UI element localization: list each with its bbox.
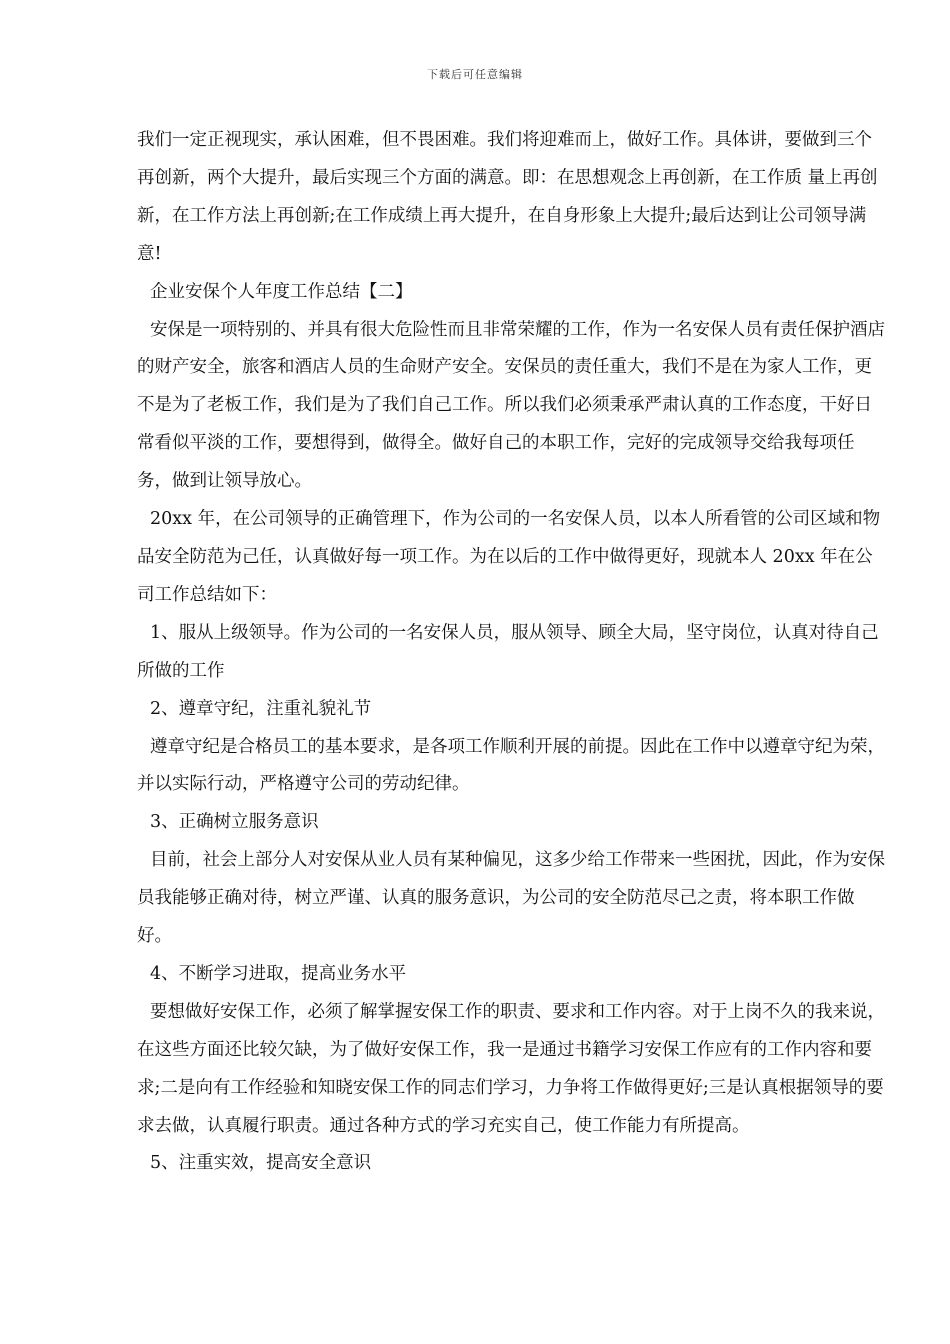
page-header: 下载后可任意编辑 <box>427 68 523 81</box>
item-1: 1、服从上级领导。作为公司的一名安保人员，服从领导、顾全大局，坚守岗位，认真对待自己所做的工作 <box>137 622 879 681</box>
item-3-heading: 3、正确树立服务意识 <box>150 812 319 833</box>
item-5-heading: 5、注重实效，提高安全意识 <box>150 1153 372 1174</box>
item-4-heading: 4、不断学习进取，提高业务水平 <box>150 963 407 984</box>
paragraph-continuation: 我们一定正视现实，承认困难，但不畏困难。我们将迎难而上，做好工作。具体讲，要做到三个再创新，两个大提升，最后实现三个方面的满意。即：在思想观念上再创新，在工作质 量上再创新，在工作方法上再创新;在工作成绩上再大提升，在自身形象上大提升;最后达到让公司领导满意! <box>137 130 878 264</box>
item-4-body: 要想做好安保工作，必须了解掌握安保工作的职责、要求和工作内容。对于上岗不久的我来说，在这些方面还比较欠缺，为了做好安保工作，我一是通过书籍学习安保工作应有的工作内容和要求;二是向有工作经验和知晓安保工作的同志们学习，力争将工作做得更好;三是认真根据领导的要求去做，认真履行职责。通过各种方式的学习充实自己，使工作能力有所提高。 <box>137 1001 885 1136</box>
paragraph-summary: 20xx 年，在公司领导的正确管理下，作为公司的一名安保人员，以本人所看管的公司区域和物品安全防范为己任，认真做好每一项工作。为在以后的工作中做得更好，现就本人 20xx 年在公司工作总结如下： <box>137 509 881 605</box>
item-2-heading: 2、遵章守纪，注重礼貌礼节 <box>150 698 372 719</box>
paragraph-intro: 安保是一项特别的、并具有很大危险性而且非常荣耀的工作，作为一名安保人员有责任保护酒店的财产安全，旅客和酒店人员的生命财产安全。安保员的责任重大，我们不是在为家人工作，更不是为了老板工作，我们是为了我们自己工作。所以我们必须秉承严肃认真的工作态度，干好日常看似平淡的工作，要想得到，做得全。做好自己的本职工作，完好的完成领导交给我每项任务，做到让领导放心。 <box>137 319 885 492</box>
section-title: 企业安保个人年度工作总结【二】 <box>150 281 413 302</box>
item-3-body: 目前，社会上部分人对安保从业人员有某种偏见，这多少给工作带来一些困扰，因此，作为安保员我能够正确对待，树立严谨、认真的服务意识，为公司的安全防范尽己之责，将本职工作做好。 <box>137 850 885 947</box>
item-2-body: 遵章守纪是合格员工的基本要求，是各项工作顺利开展的前提。因此在工作中以遵章守纪为荣，并以实际行动，严格遵守公司的劳动纪律。 <box>137 736 885 795</box>
document-body <box>137 122 889 1183</box>
